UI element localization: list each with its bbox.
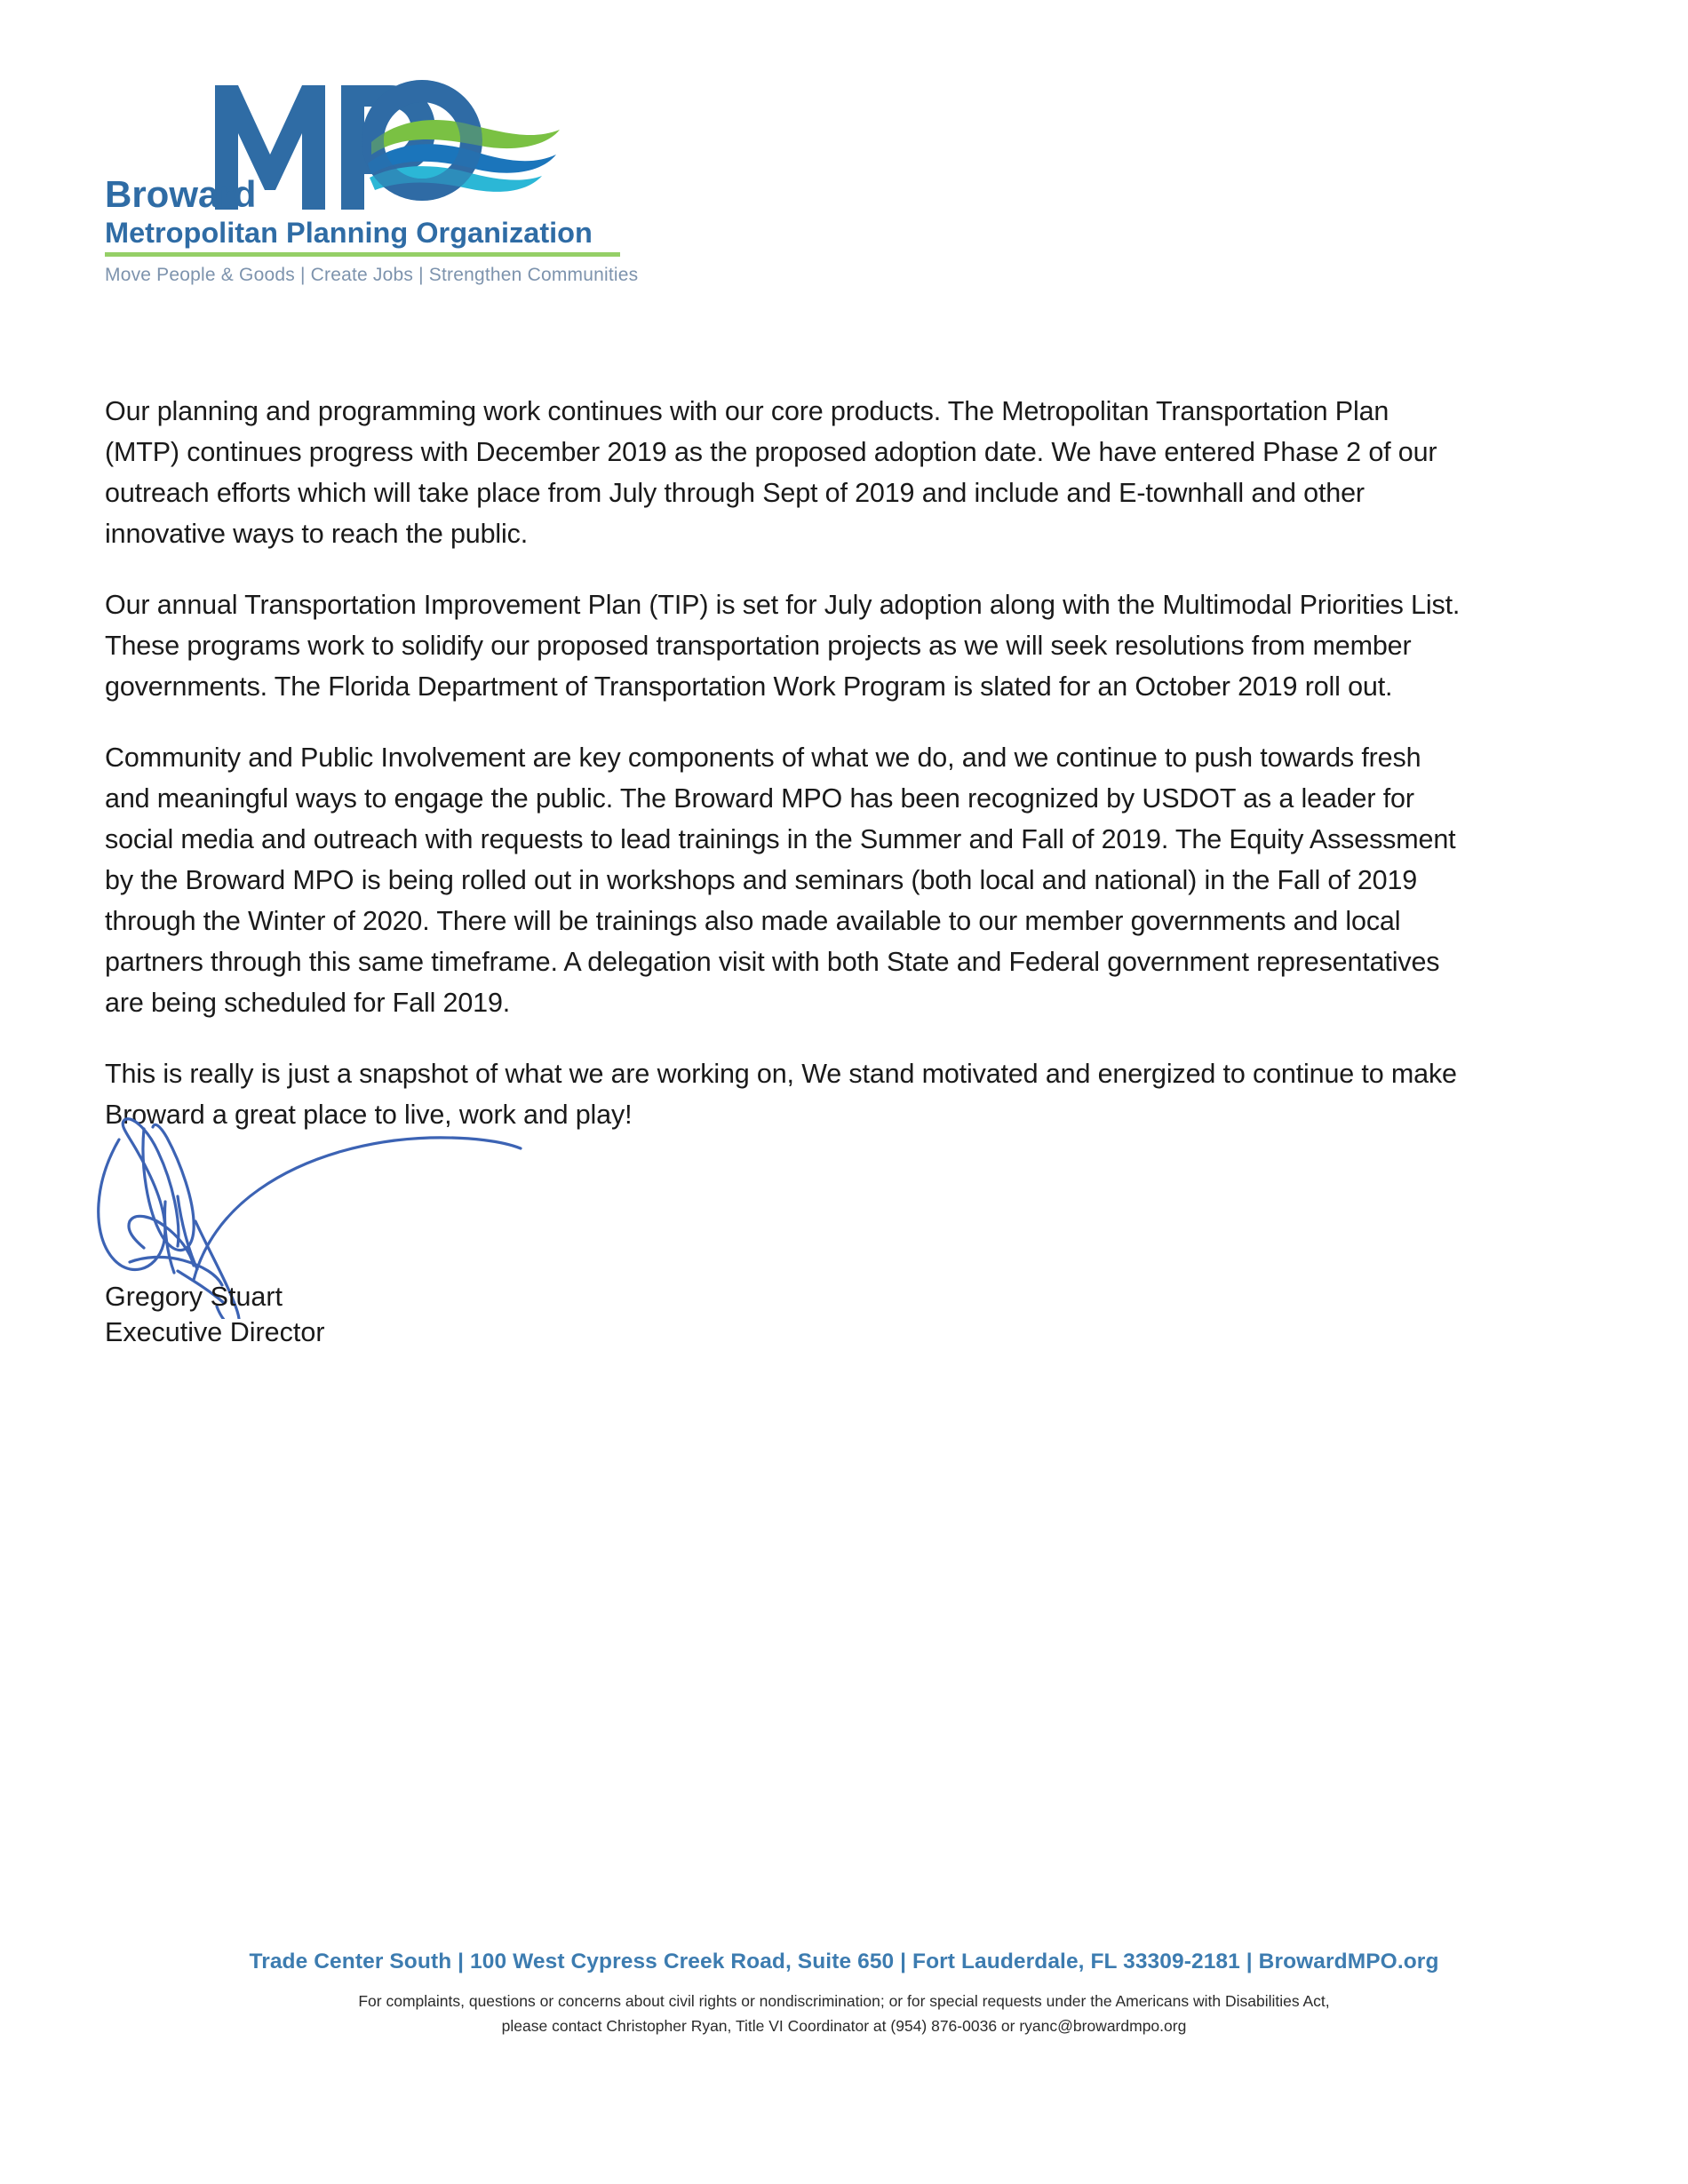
logo-tagline: Move People & Goods | Create Jobs | Strengthen Communities (105, 265, 639, 285)
letter-paragraph-4: This is really is just a snapshot of what we are working on, We stand motivated and energized to continue to make Broward a great place to live, work and play! (105, 1059, 1457, 1130)
signature-block (89, 1097, 711, 1372)
logo-org-name-line1: Broward (105, 173, 257, 215)
letter-paragraph-2: Our annual Transportation Improvement Plan (TIP) is set for July adoption along with the Multimodal Priorities List. These programs work to solidify our proposed transportation projects as we will seek resolutions from member governments. The Florida Department of Transportation Work Program is slated for an October 2019 roll out. (105, 590, 1461, 702)
footer-notice-line-2: please contact Christopher Ryan, Title VI Coordinator at (954) 876-0036 or ryanc@browardmpo.org (501, 2017, 1187, 2035)
letterhead (105, 78, 673, 309)
page-footer (0, 1950, 1688, 2038)
letter-body (105, 391, 1464, 1135)
footer-nondiscrimination-notice (0, 1989, 1688, 2038)
logo-org-name-line2: Metropolitan Planning Organization (105, 217, 593, 249)
broward-mpo-logo (105, 78, 673, 256)
logo-divider-rule (105, 252, 620, 257)
signer-title: Executive Director (105, 1317, 325, 1347)
footer-notice-line-1: For complaints, questions or concerns about civil rights or nondiscrimination; or for special requests under the Americans with Disabilities Act, (358, 1992, 1330, 2010)
letter-paragraph-3: Community and Public Involvement are key components of what we do, and we continue to push towards fresh and meaningful ways to engage the public. The Broward MPO has been recognized by USDOT as a leader for social media and outreach with requests to lead trainings in the Summer and Fall of 2019. The Equity Assessment by the Broward MPO is being rolled out in workshops and seminars (both local and national) in the Fall of 2019 through the Winter of 2020. There will be trainings also made available to our member governments and local partners through this same timeframe. A delegation visit with both State and Federal government representatives are being scheduled for Fall 2019. (105, 743, 1456, 1018)
letter-paragraph-1: Our planning and programming work continues with our core products. The Metropolitan Transportation Plan (MTP) continues progress with December 2019 as the proposed adoption date. We have entered Phase 2 of our outreach efforts which will take place from July through Sept of 2019 and include and E-townhall and other innovative ways to reach the public. (105, 396, 1437, 549)
signer-info (105, 1279, 656, 1350)
signer-name: Gregory Stuart (105, 1282, 283, 1312)
footer-address: Trade Center South | 100 West Cypress Creek Road, Suite 650 | Fort Lauderdale, FL 33309-2181 | BrowardMPO.org (249, 1950, 1439, 1974)
